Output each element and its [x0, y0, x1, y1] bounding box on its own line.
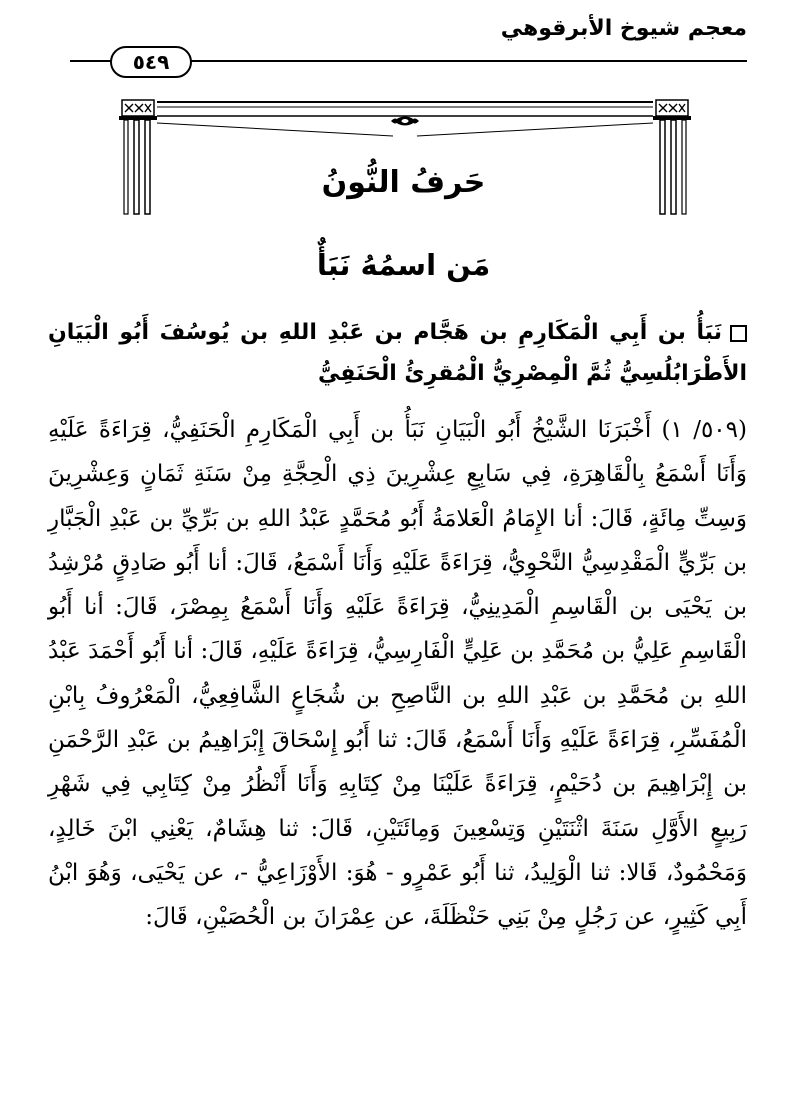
running-title: معجم شيوخ الأبرقوهي [500, 16, 747, 41]
biography-entry [48, 312, 747, 394]
top-bars [157, 102, 653, 116]
entry-box-icon [730, 325, 747, 342]
section-title: مَن اسمُهُ نَبَأٌ [316, 248, 491, 282]
chapter-title: حَرفُ النُّونُ [321, 165, 486, 200]
hadith-narration-text: (٥٠٩/ ١) أَخْبَرَنَا الشَّيْخُ أَبُو الْبَيَانِ نَبَأُ بن أَبِي الْمَكَارِمِ الْحَنَفِيُّ، قِرَاءَةً عَلَيْهِ وَأَنَا أَسْمَعُ بِالْقَاهِرَةِ، فِي سَابِعِ عِشْرِينَ ذِي الْحِجَّةِ مِنْ سَنَةِ ثَمَانٍ وَعِشْرِينَ وَسِتِّ مِائَةٍ، قَالَ: أنا الإِمَامُ الْعَلامَةُ أَبُو مُحَمَّدٍ عَبْدُ اللهِ بن بَرِّيِّ بن عَبْدِ الْجَبَّارِ بن بَرِّيٍّ الْمَقْدِسِيُّ النَّحْوِيُّ، قِرَاءَةً عَلَيْهِ وَأَنَا أَسْمَعُ، قَالَ: أنا أَبُو صَادِقٍ مُرْشِدُ بن يَحْيَى بن الْقَاسِمِ الْمَدِينِيُّ، قِرَاءَةً عَلَيْهِ وَأَنَا أَسْمَعُ بِمِصْرَ، قَالَ: أنا أَبُو الْقَاسِمِ عَلِيُّ بن مُحَمَّدِ بن عَلِيٍّ الْفَارِسِيُّ، قِرَاءَةً عَلَيْهِ، قَالَ: أنا أَبُو أَحْمَدَ عَبْدُ اللهِ بن مُحَمَّدِ بن عَبْدِ اللهِ بن النَّاصِحِ بن شُجَاعٍ الشَّافِعِيُّ، الْمَعْرُوفُ بِابْنِ الْمُفَسِّرِ، قِرَاءَةً عَلَيْهِ وَأَنَا أَسْمَعُ، قَالَ: ثنا أَبُو إِسْحَاقَ إِبْرَاهِيمُ بن عَبْدِ الرَّحْمَنِ بن إِبْرَاهِيمَ بن دُحَيْمٍ، قِرَاءَةً عَلَيْنَا مِنْ كِتَابِهِ وَأَنَا أَنْظُرُ مِنْ كِتَابِي فِي شَهْرِ رَبِيعٍ الأَوَّلِ سَنَةَ اثْنَتَيْنِ وَتِسْعِينَ وَمِائَتَيْنِ، قَالَ: ثنا هِشَامٌ، يَعْنِي ابْنَ خَالِدٍ، وَمَحْمُودٌ، قَالا: ثنا الْوَلِيدُ، ثنا أَبُو عَمْرٍو - هُوَ: الأَوْزَاعِيُّ -، عن يَحْيَى، وَهُوَ ابْنُ أَبِي كَثِيرٍ، عن رَجُلٍ مِنْ بَنِي حَنْظَلَةَ، عن عِمْرَانَ بن الْحُصَيْنِ، قَالَ: [48, 417, 747, 931]
center-ornament [157, 117, 653, 137]
page-number: ٥٤٩ [110, 46, 192, 78]
entry-heading: نَبَأُ بن أَبِي الْمَكَارِمِ بن هَجَّام بن عَبْدِ اللهِ بن يُوسُفَ أَبُو الْبَيَانِ الأَطْرَابُلُسِيُّ ثُمَّ الْمِصْرِيُّ الْمُقرِئُ الْحَنَفِيُّ [48, 320, 747, 386]
